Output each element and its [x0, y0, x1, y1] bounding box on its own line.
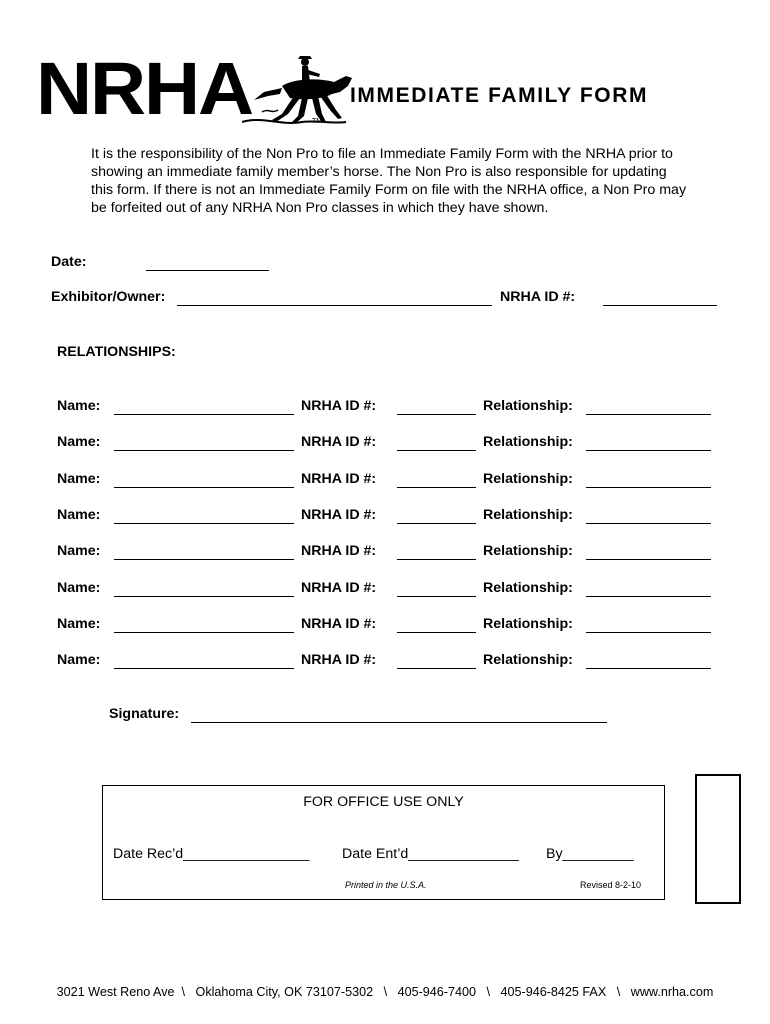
office-use-box [102, 785, 665, 900]
logo-text: NRHA [36, 47, 253, 130]
nrha-id-label: NRHA ID #: [301, 471, 377, 487]
nrha-id-field[interactable] [397, 668, 476, 669]
name-field[interactable] [114, 559, 294, 560]
date-entered-field: Date Ent’d______________ [342, 846, 519, 862]
relationship-field[interactable] [586, 523, 711, 524]
footer-address: 3021 West Reno Ave \ Oklahoma City, OK 73107-5302 \ 405-946-7400 \ 405-946-8425 FAX \ www.nrha.com [56, 985, 714, 999]
name-field[interactable] [114, 523, 294, 524]
relationship-label: Relationship: [483, 398, 573, 414]
relationship-label: Relationship: [483, 543, 573, 559]
name-label: Name: [57, 507, 101, 523]
relationship-field[interactable] [586, 668, 711, 669]
name-field[interactable] [114, 450, 294, 451]
relationships-heading: RELATIONSHIPS: [57, 344, 176, 360]
nrha-id-field[interactable] [397, 487, 476, 488]
name-label: Name: [57, 398, 101, 414]
name-field[interactable] [114, 414, 294, 415]
relationship-label: Relationship: [483, 434, 573, 450]
relationship-field[interactable] [586, 559, 711, 560]
side-box [695, 774, 741, 904]
relationship-field[interactable] [586, 487, 711, 488]
nrha-id-label: NRHA ID #: [301, 652, 377, 668]
nrha-id-field[interactable] [397, 523, 476, 524]
nrha-id-label: NRHA ID #: [301, 616, 377, 632]
form-title: IMMEDIATE FAMILY FORM [350, 84, 649, 107]
exhibitor-nrha-id-label: NRHA ID #: [500, 289, 576, 305]
signature-label: Signature: [109, 706, 180, 722]
printed-note: Printed in the U.S.A. [345, 880, 427, 890]
name-field[interactable] [114, 632, 294, 633]
nrha-id-field[interactable] [397, 450, 476, 451]
intro-paragraph: It is the responsibility of the Non Pro to file an Immediate Family Form with the NRHA prior to showing an immediate family member’s horse. The Non Pro is also responsible for updating this form. If there is not an Immediate Family Form on file with the NRHA office, a Non Pro may be forfeited out of any NRHA Non Pro classes in which they have shown. [91, 146, 687, 216]
name-label: Name: [57, 652, 101, 668]
nrha-id-label: NRHA ID #: [301, 580, 377, 596]
trademark-symbol: TM [312, 118, 323, 125]
nrha-id-field[interactable] [397, 414, 476, 415]
name-label: Name: [57, 580, 101, 596]
exhibitor-owner-field[interactable] [177, 305, 492, 306]
relationship-label: Relationship: [483, 652, 573, 668]
relationship-field[interactable] [586, 414, 711, 415]
by-field: By_________ [546, 846, 634, 862]
nrha-id-label: NRHA ID #: [301, 398, 377, 414]
nrha-logo [36, 47, 326, 130]
relationship-field[interactable] [586, 596, 711, 597]
name-label: Name: [57, 616, 101, 632]
date-field[interactable] [146, 270, 269, 271]
nrha-id-field[interactable] [397, 559, 476, 560]
name-field[interactable] [114, 487, 294, 488]
relationship-label: Relationship: [483, 580, 573, 596]
name-label: Name: [57, 471, 101, 487]
reining-horse-icon [242, 52, 357, 130]
signature-field[interactable] [191, 722, 607, 723]
nrha-id-field[interactable] [397, 596, 476, 597]
nrha-id-label: NRHA ID #: [301, 434, 377, 450]
name-label: Name: [57, 543, 101, 559]
name-label: Name: [57, 434, 101, 450]
nrha-id-field[interactable] [397, 632, 476, 633]
relationship-label: Relationship: [483, 507, 573, 523]
revised-note: Revised 8-2-10 [580, 880, 642, 890]
exhibitor-owner-label: Exhibitor/Owner: [51, 289, 166, 305]
relationship-label: Relationship: [483, 471, 573, 487]
date-label: Date: [51, 254, 87, 270]
name-field[interactable] [114, 596, 294, 597]
relationship-field[interactable] [586, 450, 711, 451]
exhibitor-nrha-id-field[interactable] [603, 305, 717, 306]
office-use-heading: FOR OFFICE USE ONLY [303, 794, 464, 810]
nrha-id-label: NRHA ID #: [301, 543, 377, 559]
nrha-id-label: NRHA ID #: [301, 507, 377, 523]
relationship-label: Relationship: [483, 616, 573, 632]
relationship-field[interactable] [586, 632, 711, 633]
date-received-field: Date Rec’d________________ [113, 846, 310, 862]
name-field[interactable] [114, 668, 294, 669]
